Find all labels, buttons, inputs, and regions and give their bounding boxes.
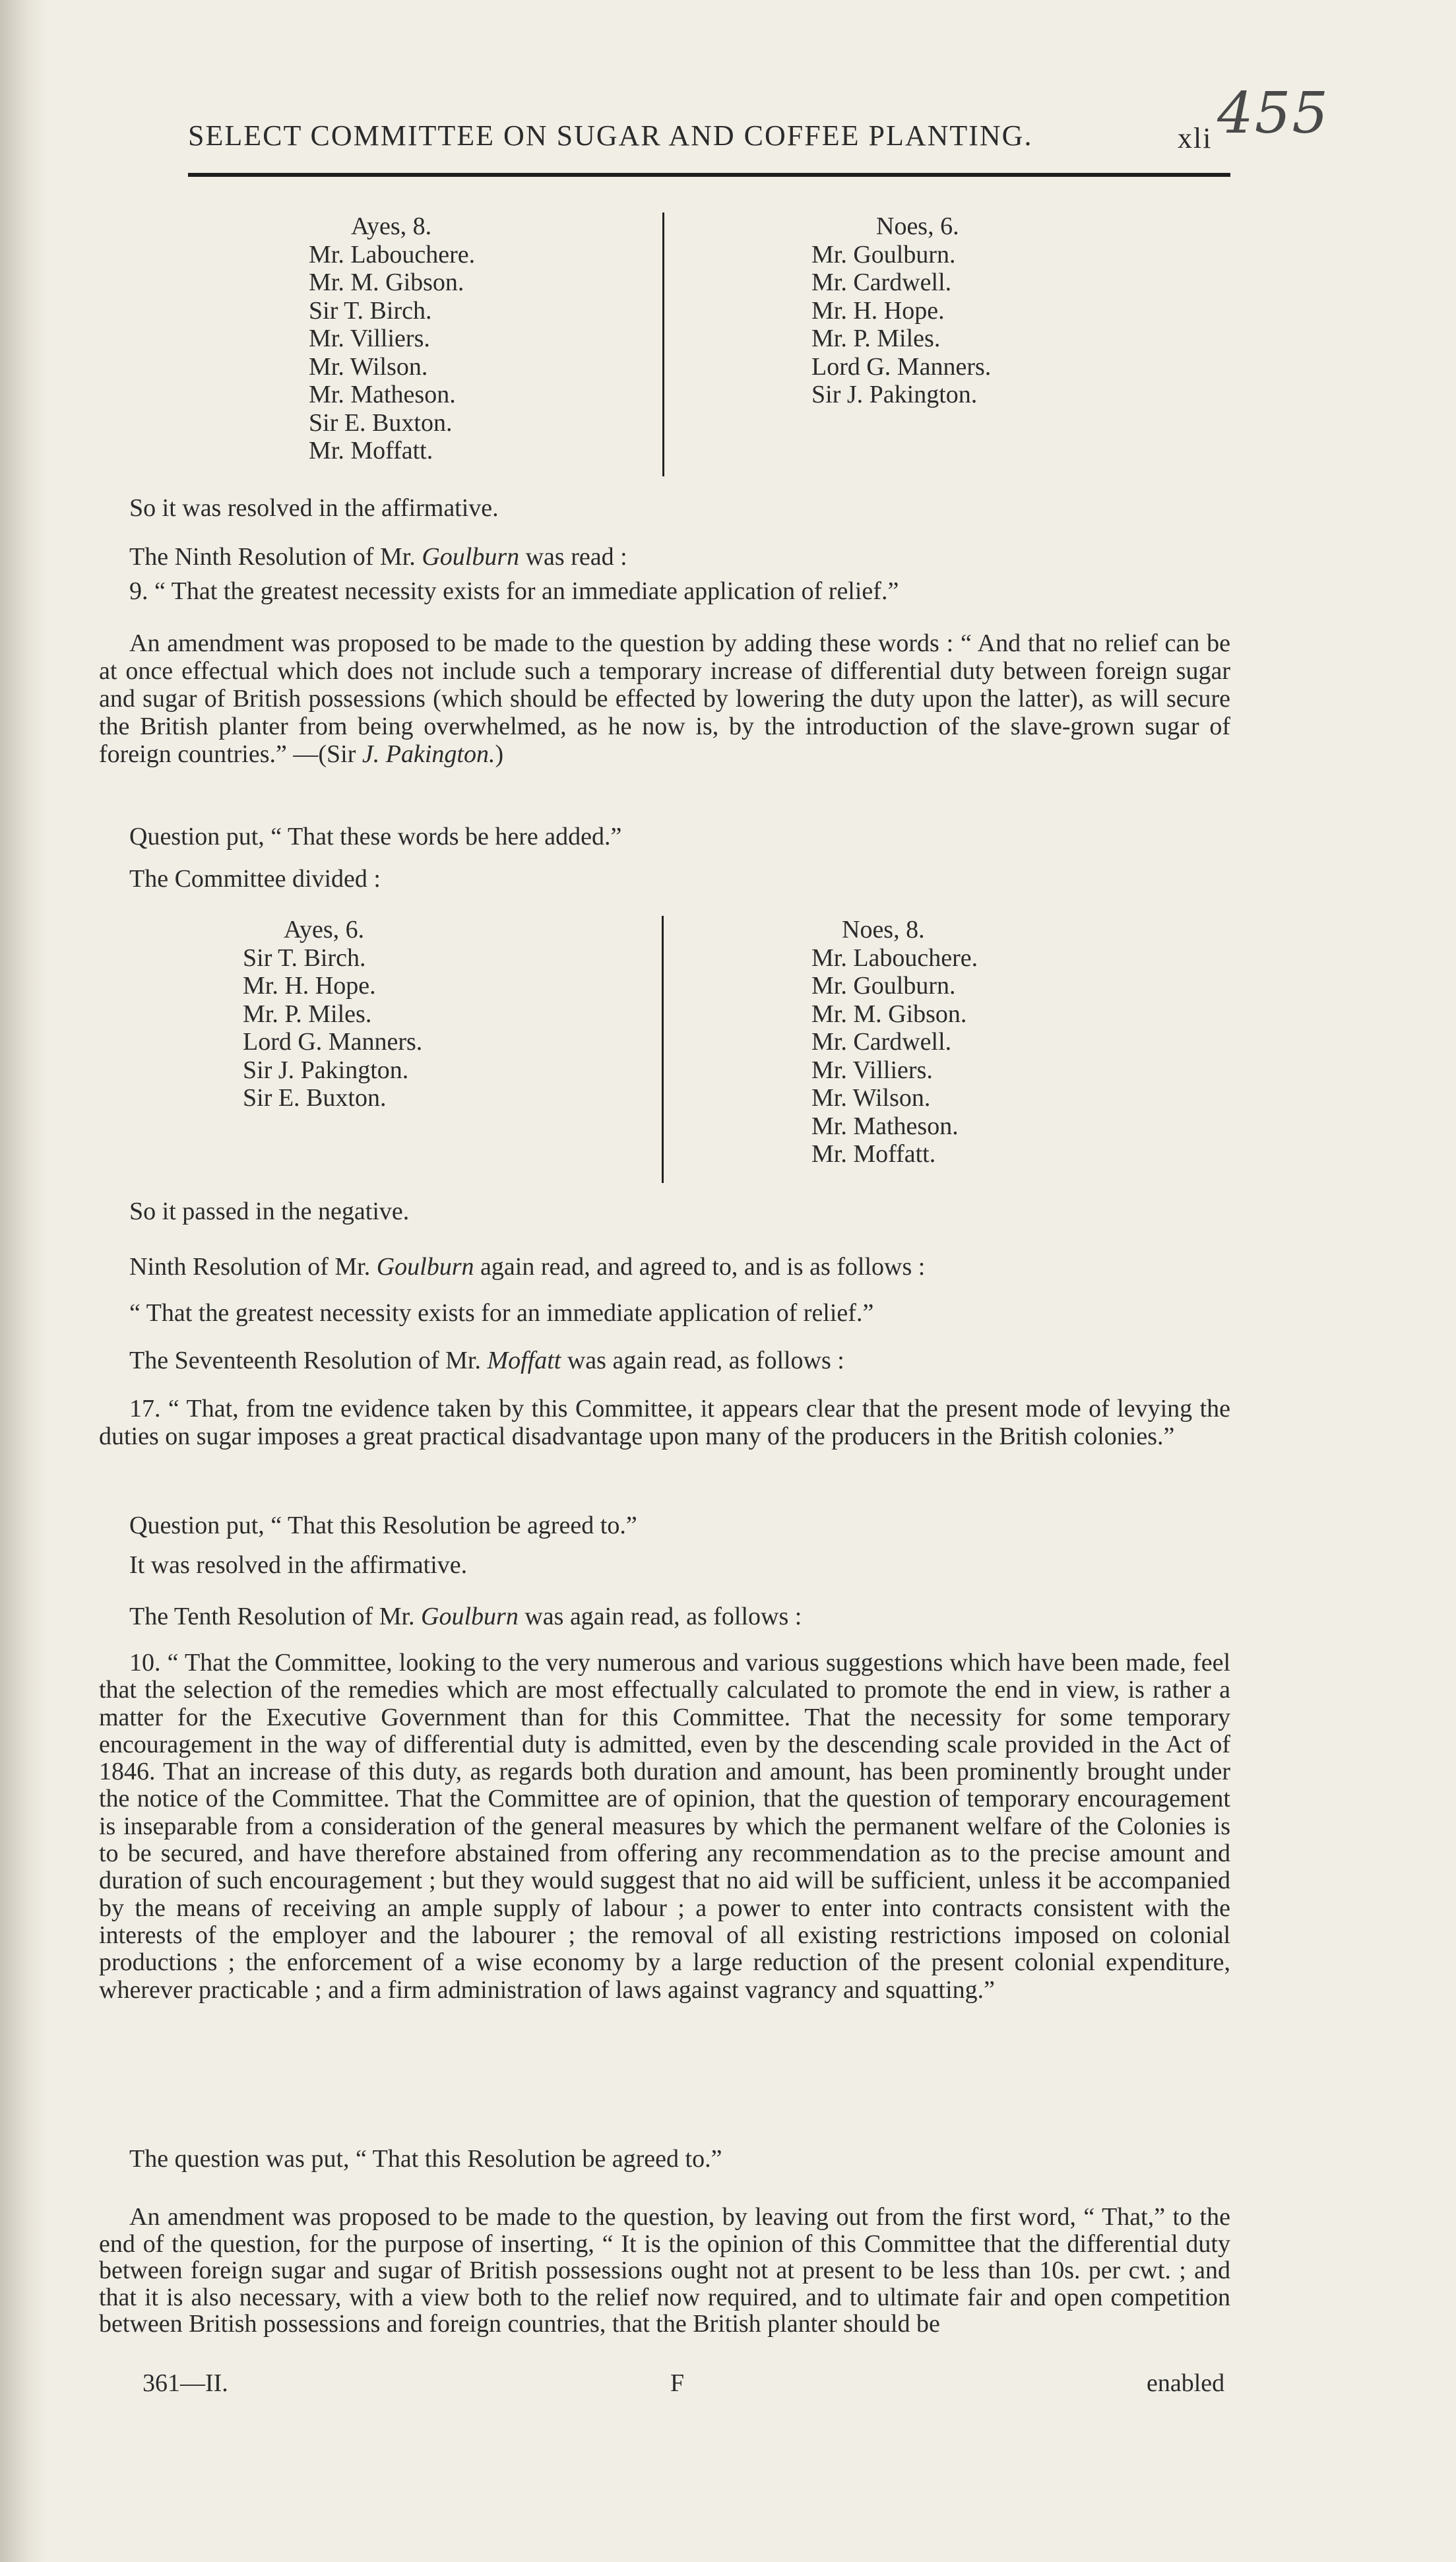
division1-aye: Mr. Moffatt. — [309, 437, 433, 464]
resolved-affirmative-2: It was resolved in the affirmative. — [129, 1551, 468, 1579]
division1-aye: Sir T. Birch. — [309, 296, 432, 325]
division2-no: Mr. Labouchere. — [811, 944, 978, 972]
division1-aye: Mr. Matheson. — [309, 381, 456, 408]
division1-aye: Mr. Wilson. — [309, 352, 428, 381]
division2-aye: Sir T. Birch. — [243, 944, 366, 972]
header-page-number: xli — [1178, 122, 1213, 154]
seventeenth-text: 17. “ That, from tne evidence taken by this Committee, it appears clear that the present mode of levying the duties on sugar imposes a great practical disadvantage upon many of the producers in the British colonies.” — [99, 1395, 1230, 1450]
amendment-1-close: ) — [495, 740, 504, 768]
tenth-read — [129, 1602, 802, 1632]
division1-no: Mr. P. Miles. — [811, 325, 941, 352]
catchword: enabled — [1147, 2369, 1225, 2397]
header-rule — [188, 173, 1230, 177]
division1-noes-heading: Noes, 6. — [876, 212, 959, 240]
division2-no: Mr. Wilson. — [811, 1084, 931, 1112]
division1-no: Sir J. Pakington. — [811, 381, 978, 408]
division1-ayes — [309, 212, 475, 465]
division2-ayes-heading: Ayes, 6. — [284, 916, 365, 944]
division1-separator — [662, 212, 664, 476]
division2-aye: Lord G. Manners. — [243, 1028, 423, 1056]
seventeenth-prefix: The Seventeenth Resolution of Mr. — [129, 1347, 481, 1374]
division1-noes — [811, 212, 991, 409]
division1-aye: Mr. M. Gibson. — [309, 269, 464, 296]
division1-aye: Mr. Villiers. — [309, 325, 430, 352]
ninth-again — [129, 1252, 925, 1282]
amendment-1-lead: An amendment was proposed to be made to the question by adding these words : “ And that no relief can be at once effectual which does not include such a temporary increase of differential duty between foreign sugar and sugar of British possessions (which should be effected by lowering the duty upon the latter), as will secure the British planter from being overwhelmed, as he now is, by the introduction of the slave-grown sugar of foreign countries.” —(Sir — [99, 629, 1230, 768]
handwritten-folio-number: 455 — [1217, 80, 1330, 146]
division2-noes — [811, 916, 978, 1169]
division1-no: Mr. Goulburn. — [811, 240, 956, 269]
amendment-1-name: J. Pakington. — [362, 740, 495, 768]
ninth-read-prefix: The Ninth Resolution of Mr. — [129, 543, 416, 571]
division2-aye: Mr. P. Miles. — [243, 1000, 372, 1028]
ninth-read-name: Goulburn — [422, 543, 520, 571]
division2-no: Mr. Goulburn. — [811, 972, 956, 1000]
header-title: SELECT COMMITTEE ON SUGAR AND COFFEE PLANTING. — [188, 119, 1033, 152]
seventeenth-read — [129, 1346, 844, 1376]
division1-ayes-heading: Ayes, 8. — [351, 212, 432, 240]
ninth-read-suffix: was read : — [525, 543, 627, 571]
division1-aye: Sir E. Buxton. — [309, 408, 453, 437]
division2-aye: Sir J. Pakington. — [243, 1056, 409, 1084]
question-put-2: Question put, “ That this Resolution be agreed to.” — [129, 1512, 637, 1539]
division1-no: Lord G. Manners. — [811, 352, 992, 381]
division2-separator — [662, 916, 664, 1183]
tenth-text: 10. “ That the Committee, looking to the very numerous and various suggestions which have been made, feel that the selection of the remedies which are most effectually calculated to promote the end in view, is rather a matter for the Executive Government than for this Committee. That the necessity for some temporary encouragement in the way of differential duty is admitted, even by the descending scale provided in the Act of 1846. That an increase of this duty, as regards both duration and amount, has been prominently brought under the notice of the Committee. That the Committee are of opinion, that the question of temporary encouragement is inseparable from a consideration of the general measures by which the permanent welfare of the Colonies is to be secured, and have therefore abstained from offering any recommendation as to the precise amount and duration of such encouragement ; but they would suggest that no aid will be sufficient, unless it be accompanied by the means of receiving an ample supply of labour ; a power to enter into contracts consistent with the interests of the employer and the labourer ; the removal of all existing restrictions imposed on colonial productions ; the enforcement of a wise economy by a large reduction of the present colonial expenditure, wherever practicable ; and a firm administration of laws against vagrancy and squatting.” — [99, 1649, 1230, 2004]
ninth-resolution-text: 9. “ That the greatest necessity exists for an immediate application of relief.” — [129, 577, 899, 605]
amendment-1 — [99, 629, 1230, 768]
paper-number: 361—II. — [142, 2369, 228, 2397]
tenth-name: Goulburn — [421, 1603, 519, 1630]
division2-no: Mr. Matheson. — [811, 1112, 959, 1140]
signature-mark: F — [670, 2369, 685, 2397]
division2-aye: Mr. H. Hope. — [243, 972, 376, 1000]
tenth-suffix: was again read, as follows : — [524, 1603, 802, 1630]
division2-noes-heading: Noes, 8. — [842, 916, 925, 944]
division2-no: Mr. Cardwell. — [811, 1028, 952, 1056]
division1-no: Mr. Cardwell. — [811, 269, 952, 296]
resolved-affirmative: So it was resolved in the affirmative. — [129, 494, 499, 522]
page-edge-shadow — [0, 0, 46, 2562]
seventeenth-suffix: was again read, as follows : — [567, 1347, 844, 1374]
division2-aye: Sir E. Buxton. — [243, 1084, 387, 1112]
question-put-3: The question was put, “ That this Resolution be agreed to.” — [129, 2145, 722, 2173]
ninth-resolution-read — [129, 542, 627, 572]
question-put-1: Question put, “ That these words be here added.” — [129, 823, 622, 850]
division1-aye: Mr. Labouchere. — [309, 240, 476, 269]
tenth-prefix: The Tenth Resolution of Mr. — [129, 1603, 415, 1630]
seventeenth-name: Moffatt — [487, 1347, 561, 1374]
ninth-again-text: “ That the greatest necessity exists for an immediate application of relief.” — [129, 1299, 874, 1327]
ninth-again-suffix: again read, and agreed to, and is as follows : — [480, 1253, 926, 1281]
division2-no: Mr. M. Gibson. — [811, 1000, 967, 1028]
division2-no: Mr. Villiers. — [811, 1056, 933, 1084]
division1-no: Mr. H. Hope. — [811, 296, 945, 325]
passed-negative: So it passed in the negative. — [129, 1198, 410, 1225]
amendment-2: An amendment was proposed to be made to the question, by leaving out from the first word, “ That,” to the end of the question, for the purpose of inserting, “ It is the opinion of this Committee that the differential duty between foreign sugar and sugar of British possessions ought not at present to be less than 10s. per cwt. ; and that it is also necessary, with a view both to the relief now required, and to ultimate fair and open competition between British possessions and foreign countries, that the British planter should be — [99, 2203, 1230, 2338]
committee-divided: The Committee divided : — [129, 865, 381, 893]
division2-no: Mr. Moffatt. — [811, 1140, 936, 1168]
ninth-again-prefix: Ninth Resolution of Mr. — [129, 1253, 371, 1281]
ninth-again-name: Goulburn — [376, 1253, 474, 1281]
division2-ayes — [243, 916, 422, 1112]
